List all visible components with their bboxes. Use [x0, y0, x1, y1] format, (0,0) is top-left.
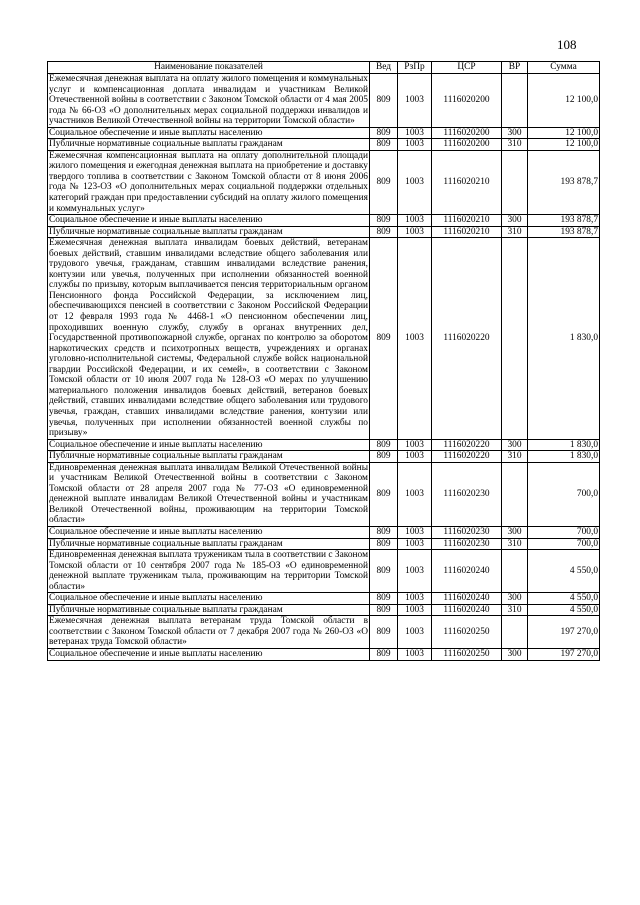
- cell-vr: 300: [502, 593, 528, 605]
- cell-name: Социальное обеспечение и иные выплаты населению: [48, 439, 370, 451]
- cell-csr: 1116020250: [432, 648, 502, 660]
- cell-csr: 1116020220: [432, 439, 502, 451]
- cell-ved: 809: [370, 648, 398, 660]
- cell-vr: 300: [502, 648, 528, 660]
- cell-vr: [502, 616, 528, 649]
- cell-vr: 300: [502, 526, 528, 538]
- cell-vr: [502, 238, 528, 439]
- cell-ved: 809: [370, 593, 398, 605]
- cell-vr: [502, 550, 528, 593]
- cell-rzpr: 1003: [398, 538, 432, 550]
- cell-name: Единовременная денежная выплата инвалидам Великой Отечественной войны и участникам Великой Отечественной войны в соответствии с Законом Томской области от 28 апреля 2007 года № 77-ОЗ «О единовременной денежной выплате инвалидам Великой Отечественной войны и участникам Великой Отечественной войны, проживающим на территории Томской области»: [49, 462, 368, 526]
- cell-sum: 1 830,0: [528, 238, 600, 439]
- cell-rzpr: 1003: [398, 238, 432, 439]
- cell-sum: 700,0: [528, 538, 600, 550]
- cell-name: Социальное обеспечение и иные выплаты населению: [48, 593, 370, 605]
- cell-sum: 4 550,0: [528, 593, 600, 605]
- budget-table: [47, 61, 600, 661]
- cell-csr: 1116020210: [432, 226, 502, 238]
- cell-csr: 1116020220: [432, 451, 502, 463]
- cell-csr: 1116020240: [432, 550, 502, 593]
- cell-sum: 4 550,0: [528, 604, 600, 616]
- cell-csr: 1116020210: [432, 150, 502, 214]
- cell-name: Публичные нормативные социальные выплаты гражданам: [48, 226, 370, 238]
- cell-ved: 809: [370, 526, 398, 538]
- cell-vr: 300: [502, 439, 528, 451]
- header-name: Наименование показателей: [48, 62, 370, 74]
- cell-rzpr: 1003: [398, 226, 432, 238]
- cell-rzpr: 1003: [398, 593, 432, 605]
- table-body: [48, 74, 600, 661]
- cell-rzpr: 1003: [398, 139, 432, 151]
- cell-vr: [502, 150, 528, 214]
- cell-sum: 700,0: [528, 526, 600, 538]
- header-sum: Сумма: [528, 62, 600, 74]
- cell-name: Публичные нормативные социальные выплаты гражданам: [48, 604, 370, 616]
- table-row: [48, 451, 600, 463]
- cell-rzpr: 1003: [398, 439, 432, 451]
- table-row: [48, 526, 600, 538]
- cell-csr: 1116020250: [432, 616, 502, 649]
- cell-name: Публичные нормативные социальные выплаты гражданам: [48, 538, 370, 550]
- cell-sum: 1 830,0: [528, 439, 600, 451]
- cell-ved: 809: [370, 139, 398, 151]
- cell-rzpr: 1003: [398, 526, 432, 538]
- cell-vr: 310: [502, 451, 528, 463]
- cell-sum: 197 270,0: [528, 648, 600, 660]
- cell-name: Ежемесячная денежная выплата инвалидам боевых действий, ветеранам боевых действий, ставшим инвалидами вследствие общего заболевания или трудового увечья, гражданам, ставшим инвалидами вследствие ранения, контузии или увечья, полученных при исполнении обязанностей военной службы по призыву, которым выплачивается пенсия территориальным органом Пенсионного фонда Российской Федерации, за исключением лиц, обеспечивающихся пенсией в соответствии с Законом Российской Федерации от 12 февраля 1993 года № 4468-1 «О пенсионном обеспечении лиц, проходивших военную службу, службу в органах внутренних дел, Государственной противопожарной службе, органах по контролю за оборотом наркотических средств и психотропных веществ, учреждениях и органах уголовно-исполнительной системы, Федеральной службе войск национальной гвардии Российской Федерации, и их семей», в соответствии с Законом Томской области от 10 июля 2007 года № 128-ОЗ «О мерах по улучшению материального положения инвалидов боевых действий, ветеранов боевых действий, ставших инвалидами вследствие общего заболевания или трудового увечья, граждан, ставших инвалидами вследствие ранения, контузии или увечья, полученных при исполнении обязанностей военной службы по призыву»: [49, 238, 368, 439]
- cell-csr: 1116020240: [432, 593, 502, 605]
- cell-ved: 809: [370, 550, 398, 593]
- cell-rzpr: 1003: [398, 127, 432, 139]
- cell-name: Единовременная денежная выплата труженикам тыла в соответствии с Законом Томской области от 10 сентября 2007 года № 185-ОЗ «О единовременной денежной выплате труженикам тыла, проживающим на территории Томской области»: [49, 550, 368, 592]
- cell-sum: 12 100,0: [528, 139, 600, 151]
- cell-ved: 809: [370, 127, 398, 139]
- cell-rzpr: 1003: [398, 150, 432, 214]
- cell-csr: 1116020220: [432, 238, 502, 439]
- cell-sum: 1 830,0: [528, 451, 600, 463]
- header-ved: Вед: [370, 62, 398, 74]
- page-number: 108: [557, 37, 577, 52]
- table-row: [48, 226, 600, 238]
- cell-csr: 1116020230: [432, 538, 502, 550]
- table-row: [48, 127, 600, 139]
- cell-name: Публичные нормативные социальные выплаты гражданам: [48, 451, 370, 463]
- cell-vr: 310: [502, 538, 528, 550]
- cell-sum: 12 100,0: [528, 74, 600, 128]
- table-row: [48, 593, 600, 605]
- cell-csr: 1116020240: [432, 604, 502, 616]
- cell-sum: 700,0: [528, 462, 600, 526]
- table-row: [48, 215, 600, 227]
- table-row: [48, 550, 600, 593]
- cell-name: Социальное обеспечение и иные выплаты населению: [48, 215, 370, 227]
- cell-vr: 300: [502, 215, 528, 227]
- cell-vr: 310: [502, 226, 528, 238]
- header-rzpr: РзПр: [398, 62, 432, 74]
- header-vr: ВР: [502, 62, 528, 74]
- cell-rzpr: 1003: [398, 74, 432, 128]
- cell-rzpr: 1003: [398, 462, 432, 526]
- cell-csr: 1116020230: [432, 462, 502, 526]
- cell-csr: 1116020200: [432, 74, 502, 128]
- cell-rzpr: 1003: [398, 215, 432, 227]
- cell-sum: 193 878,7: [528, 215, 600, 227]
- cell-ved: 809: [370, 215, 398, 227]
- cell-rzpr: 1003: [398, 550, 432, 593]
- cell-csr: 1116020200: [432, 127, 502, 139]
- cell-csr: 1116020210: [432, 215, 502, 227]
- cell-sum: 4 550,0: [528, 550, 600, 593]
- cell-ved: 809: [370, 616, 398, 649]
- cell-sum: 193 878,7: [528, 226, 600, 238]
- cell-vr: [502, 462, 528, 526]
- cell-ved: 809: [370, 604, 398, 616]
- table-row: [48, 439, 600, 451]
- table-row: [48, 604, 600, 616]
- cell-rzpr: 1003: [398, 451, 432, 463]
- table-row: [48, 538, 600, 550]
- cell-rzpr: 1003: [398, 648, 432, 660]
- table-row: [48, 139, 600, 151]
- cell-name: Публичные нормативные социальные выплаты гражданам: [48, 139, 370, 151]
- cell-name: Социальное обеспечение и иные выплаты населению: [48, 526, 370, 538]
- header-row: [48, 62, 600, 74]
- cell-ved: 809: [370, 74, 398, 128]
- cell-name: Социальное обеспечение и иные выплаты населению: [48, 648, 370, 660]
- table-row: [48, 462, 600, 526]
- cell-name: Ежемесячная денежная выплата на оплату жилого помещения и коммунальных услуг и компенсационная доплата инвалидам и участникам Великой Отечественной войны в соответствии с Законом Томской области от 4 мая 2005 года № 66-ОЗ «О дополнительных мерах социальной поддержки инвалидов и участников Великой Отечественной войны на территории Томской области»: [49, 74, 368, 127]
- cell-name: Ежемесячная денежная выплата ветеранам труда Томской области в соответствии с Законом Томской области от 7 декабря 2007 года № 260-ОЗ «О ветеранах труда Томской области»: [49, 616, 368, 648]
- cell-ved: 809: [370, 150, 398, 214]
- table-row: [48, 648, 600, 660]
- cell-ved: 809: [370, 439, 398, 451]
- cell-sum: 12 100,0: [528, 127, 600, 139]
- cell-name: Ежемесячная компенсационная выплата на оплату дополнительной площади жилого помещения и ежегодная денежная выплата на приобретение и доставку твердого топлива в соответствии с Законом Томской области от 8 июня 2006 года № 123-ОЗ «О дополнительных мерах социальной поддержки отдельных категорий граждан при предоставлении субсидий на оплату жилого помещения и коммунальных услуг»: [49, 150, 368, 214]
- cell-vr: 300: [502, 127, 528, 139]
- cell-sum: 197 270,0: [528, 616, 600, 649]
- cell-sum: 193 878,7: [528, 150, 600, 214]
- cell-ved: 809: [370, 538, 398, 550]
- table-row: [48, 238, 600, 439]
- cell-rzpr: 1003: [398, 604, 432, 616]
- cell-ved: 809: [370, 238, 398, 439]
- cell-vr: 310: [502, 139, 528, 151]
- table-row: [48, 616, 600, 649]
- cell-csr: 1116020230: [432, 526, 502, 538]
- cell-rzpr: 1003: [398, 616, 432, 649]
- cell-name: Социальное обеспечение и иные выплаты населению: [48, 127, 370, 139]
- header-csr: ЦСР: [432, 62, 502, 74]
- cell-vr: [502, 74, 528, 128]
- cell-vr: 310: [502, 604, 528, 616]
- cell-csr: 1116020200: [432, 139, 502, 151]
- cell-ved: 809: [370, 462, 398, 526]
- cell-ved: 809: [370, 226, 398, 238]
- table-row: [48, 74, 600, 128]
- cell-ved: 809: [370, 451, 398, 463]
- table-row: [48, 150, 600, 214]
